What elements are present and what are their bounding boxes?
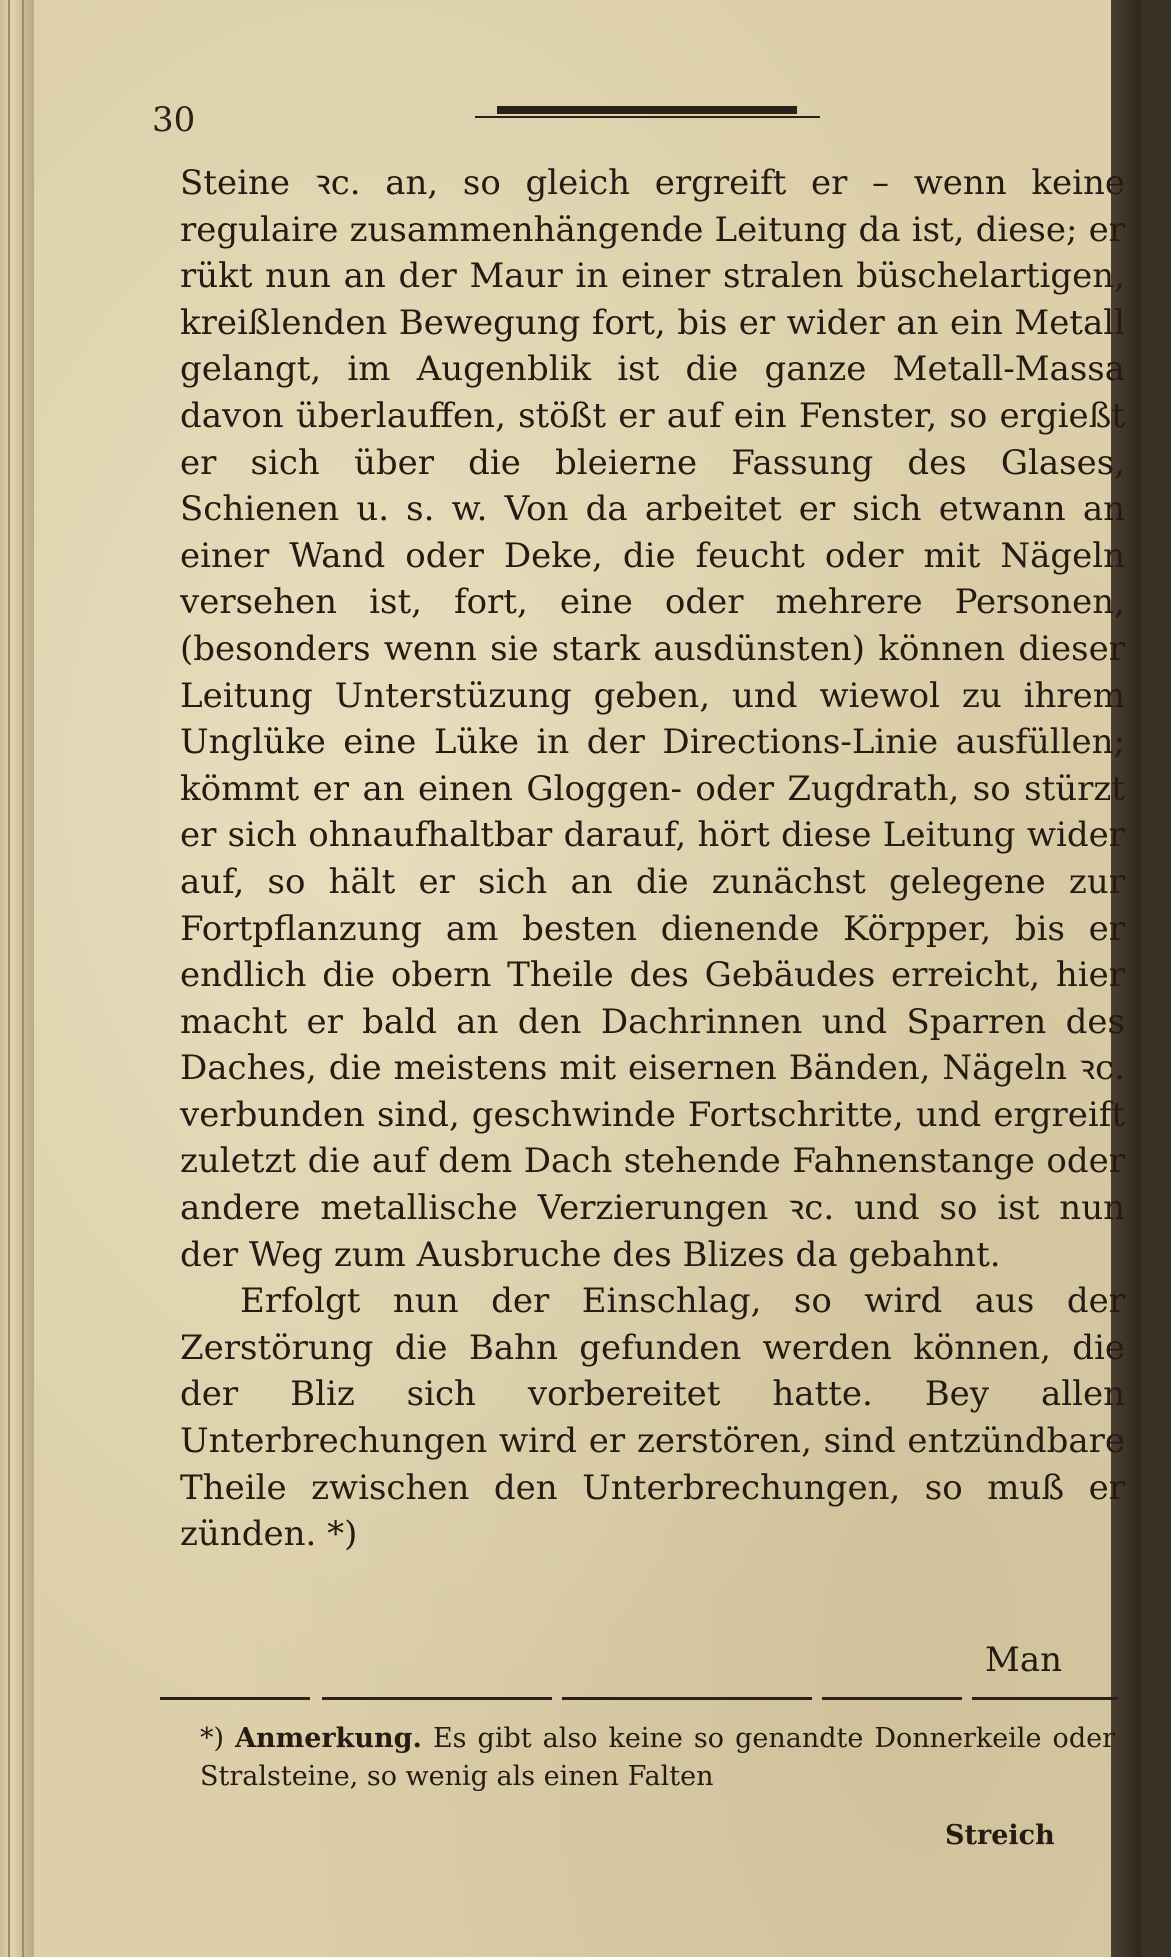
rule-segment: [822, 1697, 962, 1700]
header-rule-thin: [475, 116, 820, 118]
footnote-catchword: Streich: [945, 1820, 1055, 1851]
footnote-text: Es gibt also keine so genandte Donnerkeile oder Stralsteine, so wenig als einen Falten: [200, 1723, 1115, 1792]
footnote-marker: *): [200, 1723, 225, 1754]
paragraph: Erfolgt nun der Einschlag, so wird aus der Zerstörung die Bahn gefunden werden können, die der Bliz sich vorbereitet hatte. Bey allen Unterbrechungen wird er zerstören, sind entzündbare Theile zwischen den Unterbrechungen, so muß er zünden. *): [180, 1281, 1125, 1555]
spine-line: [8, 0, 10, 1957]
spine-line: [22, 0, 24, 1957]
rule-segment: [972, 1697, 1118, 1700]
header-rule-thick: [497, 106, 797, 114]
footnote-paragraph: [200, 1720, 1115, 1796]
book-spine: [0, 0, 34, 1957]
body-text: [180, 160, 1125, 1558]
footnote-rule: [160, 1697, 1118, 1700]
header-ornament-rule: [475, 106, 820, 120]
catchword: Man: [985, 1640, 1062, 1680]
rule-segment: [562, 1697, 812, 1700]
paragraph: Steine ꝛc. an, so gleich ergreift er – wenn keine regulaire zusammenhängende Leitung da ist, diese; er rükt nun an der Maur in einer stralen büschelartigen, kreißlenden Bewegung fort, bis er wider an ein Metall gelangt, im Augenblik ist die ganze Metall-Massa davon überlauffen, stößt er auf ein Fenster, so ergießt er sich über die bleierne Fassung des Glases, Schienen u. s. w. Von da arbeitet er sich etwann an einer Wand oder Deke, die feucht oder mit Nägeln versehen ist, fort, eine oder mehrere Personen, (besonders wenn sie stark ausdünsten) können dieser Leitung Unterstüzung geben, und wiewol zu ihrem Unglüke eine Lüke in der Directions-Linie ausfüllen; kömmt er an einen Gloggen- oder Zugdrath, so stürzt er sich ohnaufhaltbar darauf, hört diese Leitung wider auf, so hält er sich an die zunächst gelegene zur Fortpflanzung am besten dienende Körpper, bis er endlich die obern Theile des Gebäudes erreicht, hier macht er bald an den Dachrinnen und Sparren des Daches, die meistens mit eisernen Bänden, Nägeln ꝛc. verbunden sind, geschwinde Fortschritte, und ergreift zuletzt die auf dem Dach stehende Fahnenstange oder andere metallische Verzierungen ꝛc. und so ist nun der Weg zum Ausbruche des Blizes da gebahnt.: [180, 163, 1125, 1275]
page-number: 30: [152, 100, 196, 140]
rule-segment: [160, 1697, 310, 1700]
rule-segment: [322, 1697, 552, 1700]
footnote: [200, 1720, 1115, 1796]
footnote-label: Anmerkung.: [235, 1723, 422, 1754]
